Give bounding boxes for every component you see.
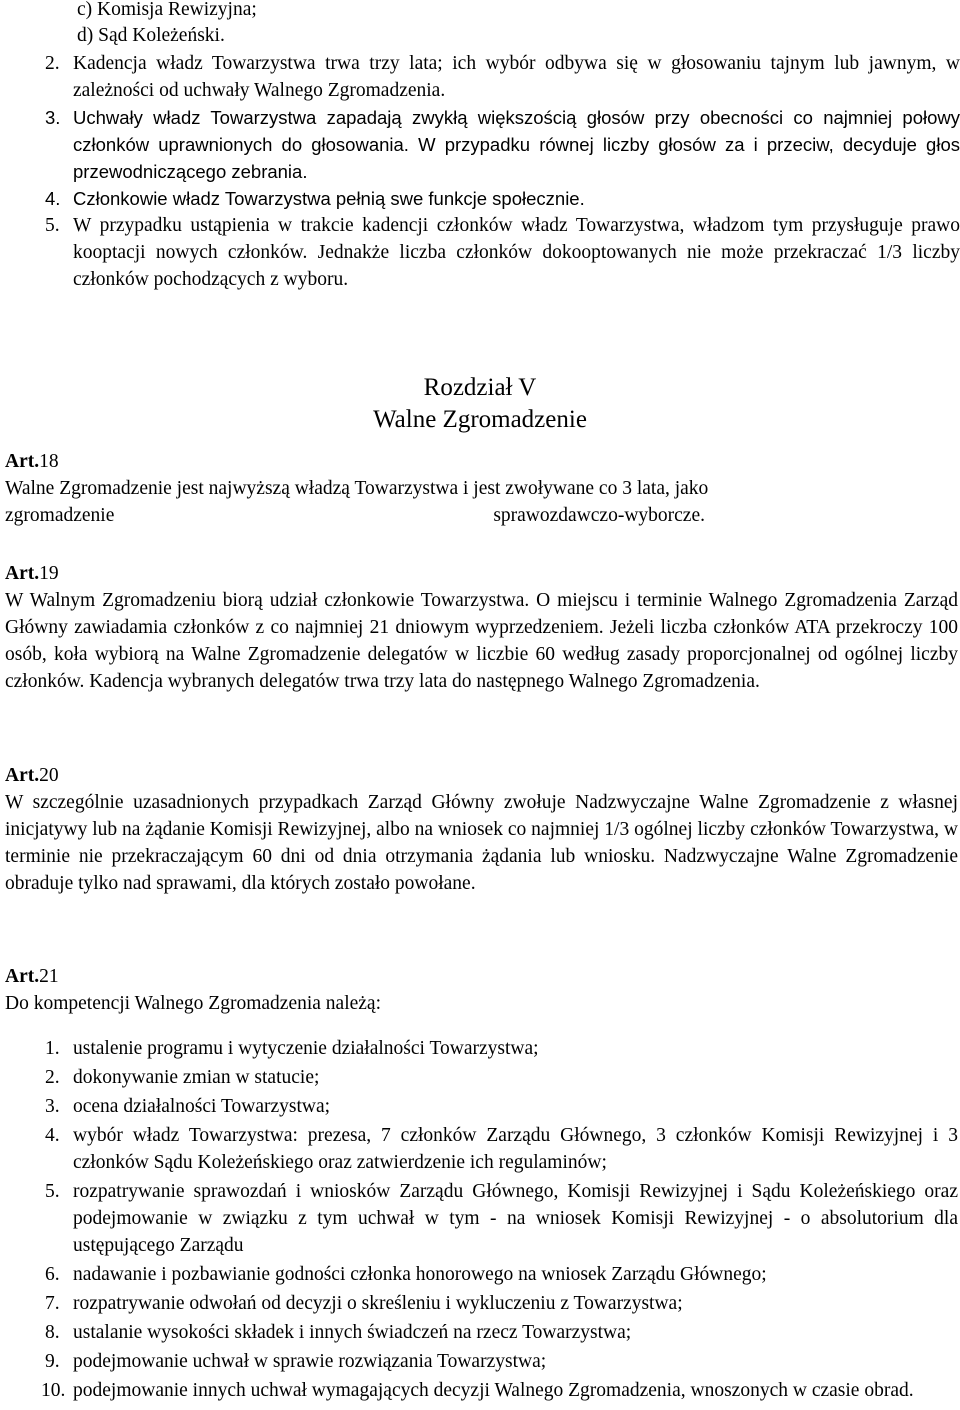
list-item-text: W przypadku ustąpienia w trakcie kadencji członków władz Towarzystwa, władzom tym przysługuje prawo kooptacji nowych członków. Jednakże liczba członków dokooptowanych nie może przekraczać 1/3 liczby członków pochodzących z wyboru. (73, 215, 960, 290)
list-item-text: ocena działalności Towarzystwa; (73, 1096, 331, 1117)
list-item-text: rozpatrywanie sprawozdań i wniosków Zarządu Głównego, Komisji Rewizyjnej i Sądu Koleżeńskiego oraz podejmowanie w związku z tym uchwał w tym - na wniosek Komisji Rewizyjnej - o absolutorium dla ustępującego Zarządu (73, 1181, 958, 1256)
list-item-text: rozpatrywanie odwołań od decyzji o skreśleniu i wykluczeniu z Towarzystwa; (73, 1293, 683, 1314)
list-item-number: 9. (45, 1351, 60, 1372)
list-item-number: 4. (45, 188, 61, 209)
article-label: Art. (5, 966, 40, 987)
list-item (45, 1035, 958, 1062)
article-label: Art. (5, 563, 40, 584)
list-item-text: Członkowie władz Towarzystwa pełnią swe funkcje społecznie. (73, 188, 585, 209)
list-item-number: 1. (45, 1038, 60, 1059)
article-number: 20 (39, 765, 59, 786)
article-18 (5, 448, 958, 529)
article-heading (5, 963, 958, 990)
article-intro: Do kompetencji Walnego Zgromadzenia należą: (5, 993, 382, 1014)
list-item (45, 50, 960, 104)
list-item-number: 8. (45, 1322, 60, 1343)
list-item (45, 104, 960, 185)
article-number: 21 (39, 966, 59, 987)
list-item (45, 1093, 958, 1120)
list-item (45, 1261, 958, 1288)
article-heading (5, 448, 958, 475)
article-number: 18 (39, 451, 59, 472)
article-20 (5, 762, 958, 897)
list-item-number: 6. (45, 1264, 60, 1285)
list-item-number: 4. (45, 1125, 60, 1146)
list-item-number: 5. (45, 215, 60, 236)
list-item (45, 1122, 958, 1176)
list-item-number: 2. (45, 1067, 60, 1088)
list-item-text: Uchwały władz Towarzystwa zapadają zwykłą większością głosów przy obecności co najmniej połowy członków uprawnionych do głosowania. W przypadku równej liczby głosów za i przeciw, decyduje głos przewodniczącego zebrania. (73, 107, 960, 182)
article-text: W szczególnie uzasadnionych przypadkach Zarząd Główny zwołuje Nadzwyczajne Walne Zgromadzenie z własnej inicjatywy lub na żądanie Komisji Rewizyjnej, albo na wniosek co najmniej 1/3 ogólnej liczby członków Towarzystwa, w terminie nie przekraczającym 60 dni od dnia otrzymania żądania lub wniosku. Nadzwyczajne Walne Zgromadzenie obraduje tylko nad sprawami, dla których zostało powołane. (5, 792, 958, 894)
article-text-part: zgromadzenie (5, 505, 115, 526)
list-item-text: Kadencja władz Towarzystwa trwa trzy lata; ich wybór odbywa się w głosowaniu tajnym lub jawnym, w zależności od uchwały Walnego Zgromadzenia. (73, 53, 960, 101)
article-label: Art. (5, 765, 40, 786)
list-item (45, 1064, 958, 1091)
article-text-line2 (5, 502, 705, 529)
list-item-text: dokonywanie zmian w statucie; (73, 1067, 320, 1088)
list-item-text: podejmowanie innych uchwał wymagających decyzji Walnego Zgromadzenia, wnoszonych w czasie obrad. (73, 1380, 914, 1401)
list-item-text: wybór władz Towarzystwa: prezesa, 7 członków Zarządu Głównego, 3 członków Komisji Rewizyjnej i 3 członków Sądu Koleżeńskiego oraz zatwierdzenie ich regulaminów; (73, 1125, 958, 1173)
article-21 (5, 963, 958, 1017)
article-label: Art. (5, 451, 40, 472)
list-item-number: 3. (45, 107, 61, 128)
list-item-number: 7. (45, 1293, 60, 1314)
sub-item-c: c) Komisja Rewizyjna; (77, 0, 257, 20)
competences-list (41, 1035, 958, 1406)
list-item-number: 3. (45, 1096, 60, 1117)
list-item (45, 1290, 958, 1317)
authorities-rules-list (45, 50, 960, 293)
article-heading (5, 762, 958, 789)
sub-item-d: d) Sąd Koleżeński. (77, 25, 225, 46)
list-item-number: 10. (41, 1380, 66, 1401)
article-heading (5, 560, 958, 587)
article-text: W Walnym Zgromadzeniu biorą udział członkowie Towarzystwa. O miejscu i terminie Walnego Zgromadzenia Zarząd Główny zawiadamia członków z co najmniej 21 dniowym wyprzedzeniem. Jeżeli liczba członków ATA przekroczy 100 osób, koła wybiorą na Walne Zgromadzenie delegatów w liczbie 60 według zasady proporcjonalnej od ogólnej liczby członków. Kadencja wybranych delegatów trwa trzy lata do następnego Walnego Zgromadzenia. (5, 590, 958, 692)
chapter-number: Rozdział V (423, 374, 537, 401)
chapter-title: Walne Zgromadzenie (373, 406, 587, 433)
list-item (45, 212, 960, 293)
article-text-line1: Walne Zgromadzenie jest najwyższą władzą Towarzystwa i jest zwoływane co 3 lata, jako (5, 478, 709, 499)
article-19 (5, 560, 958, 695)
list-item-text: ustalanie wysokości składek i innych świadczeń na rzecz Towarzystwa; (73, 1322, 632, 1343)
list-item (45, 1348, 958, 1375)
list-item-text: nadawanie i pozbawianie godności członka honorowego na wniosek Zarządu Głównego; (73, 1264, 767, 1285)
list-item (41, 1377, 958, 1404)
list-item-text: ustalenie programu i wytyczenie działalności Towarzystwa; (73, 1038, 539, 1059)
list-item (45, 1178, 958, 1259)
list-item-number: 5. (45, 1181, 60, 1202)
article-text-part: sprawozdawczo-wyborcze. (493, 505, 705, 526)
chapter-heading (0, 372, 960, 436)
article-number: 19 (39, 563, 59, 584)
list-item-text: podejmowanie uchwał w sprawie rozwiązania Towarzystwa; (73, 1351, 547, 1372)
list-item (45, 185, 960, 212)
list-item (45, 1319, 958, 1346)
list-item-number: 2. (45, 53, 60, 74)
